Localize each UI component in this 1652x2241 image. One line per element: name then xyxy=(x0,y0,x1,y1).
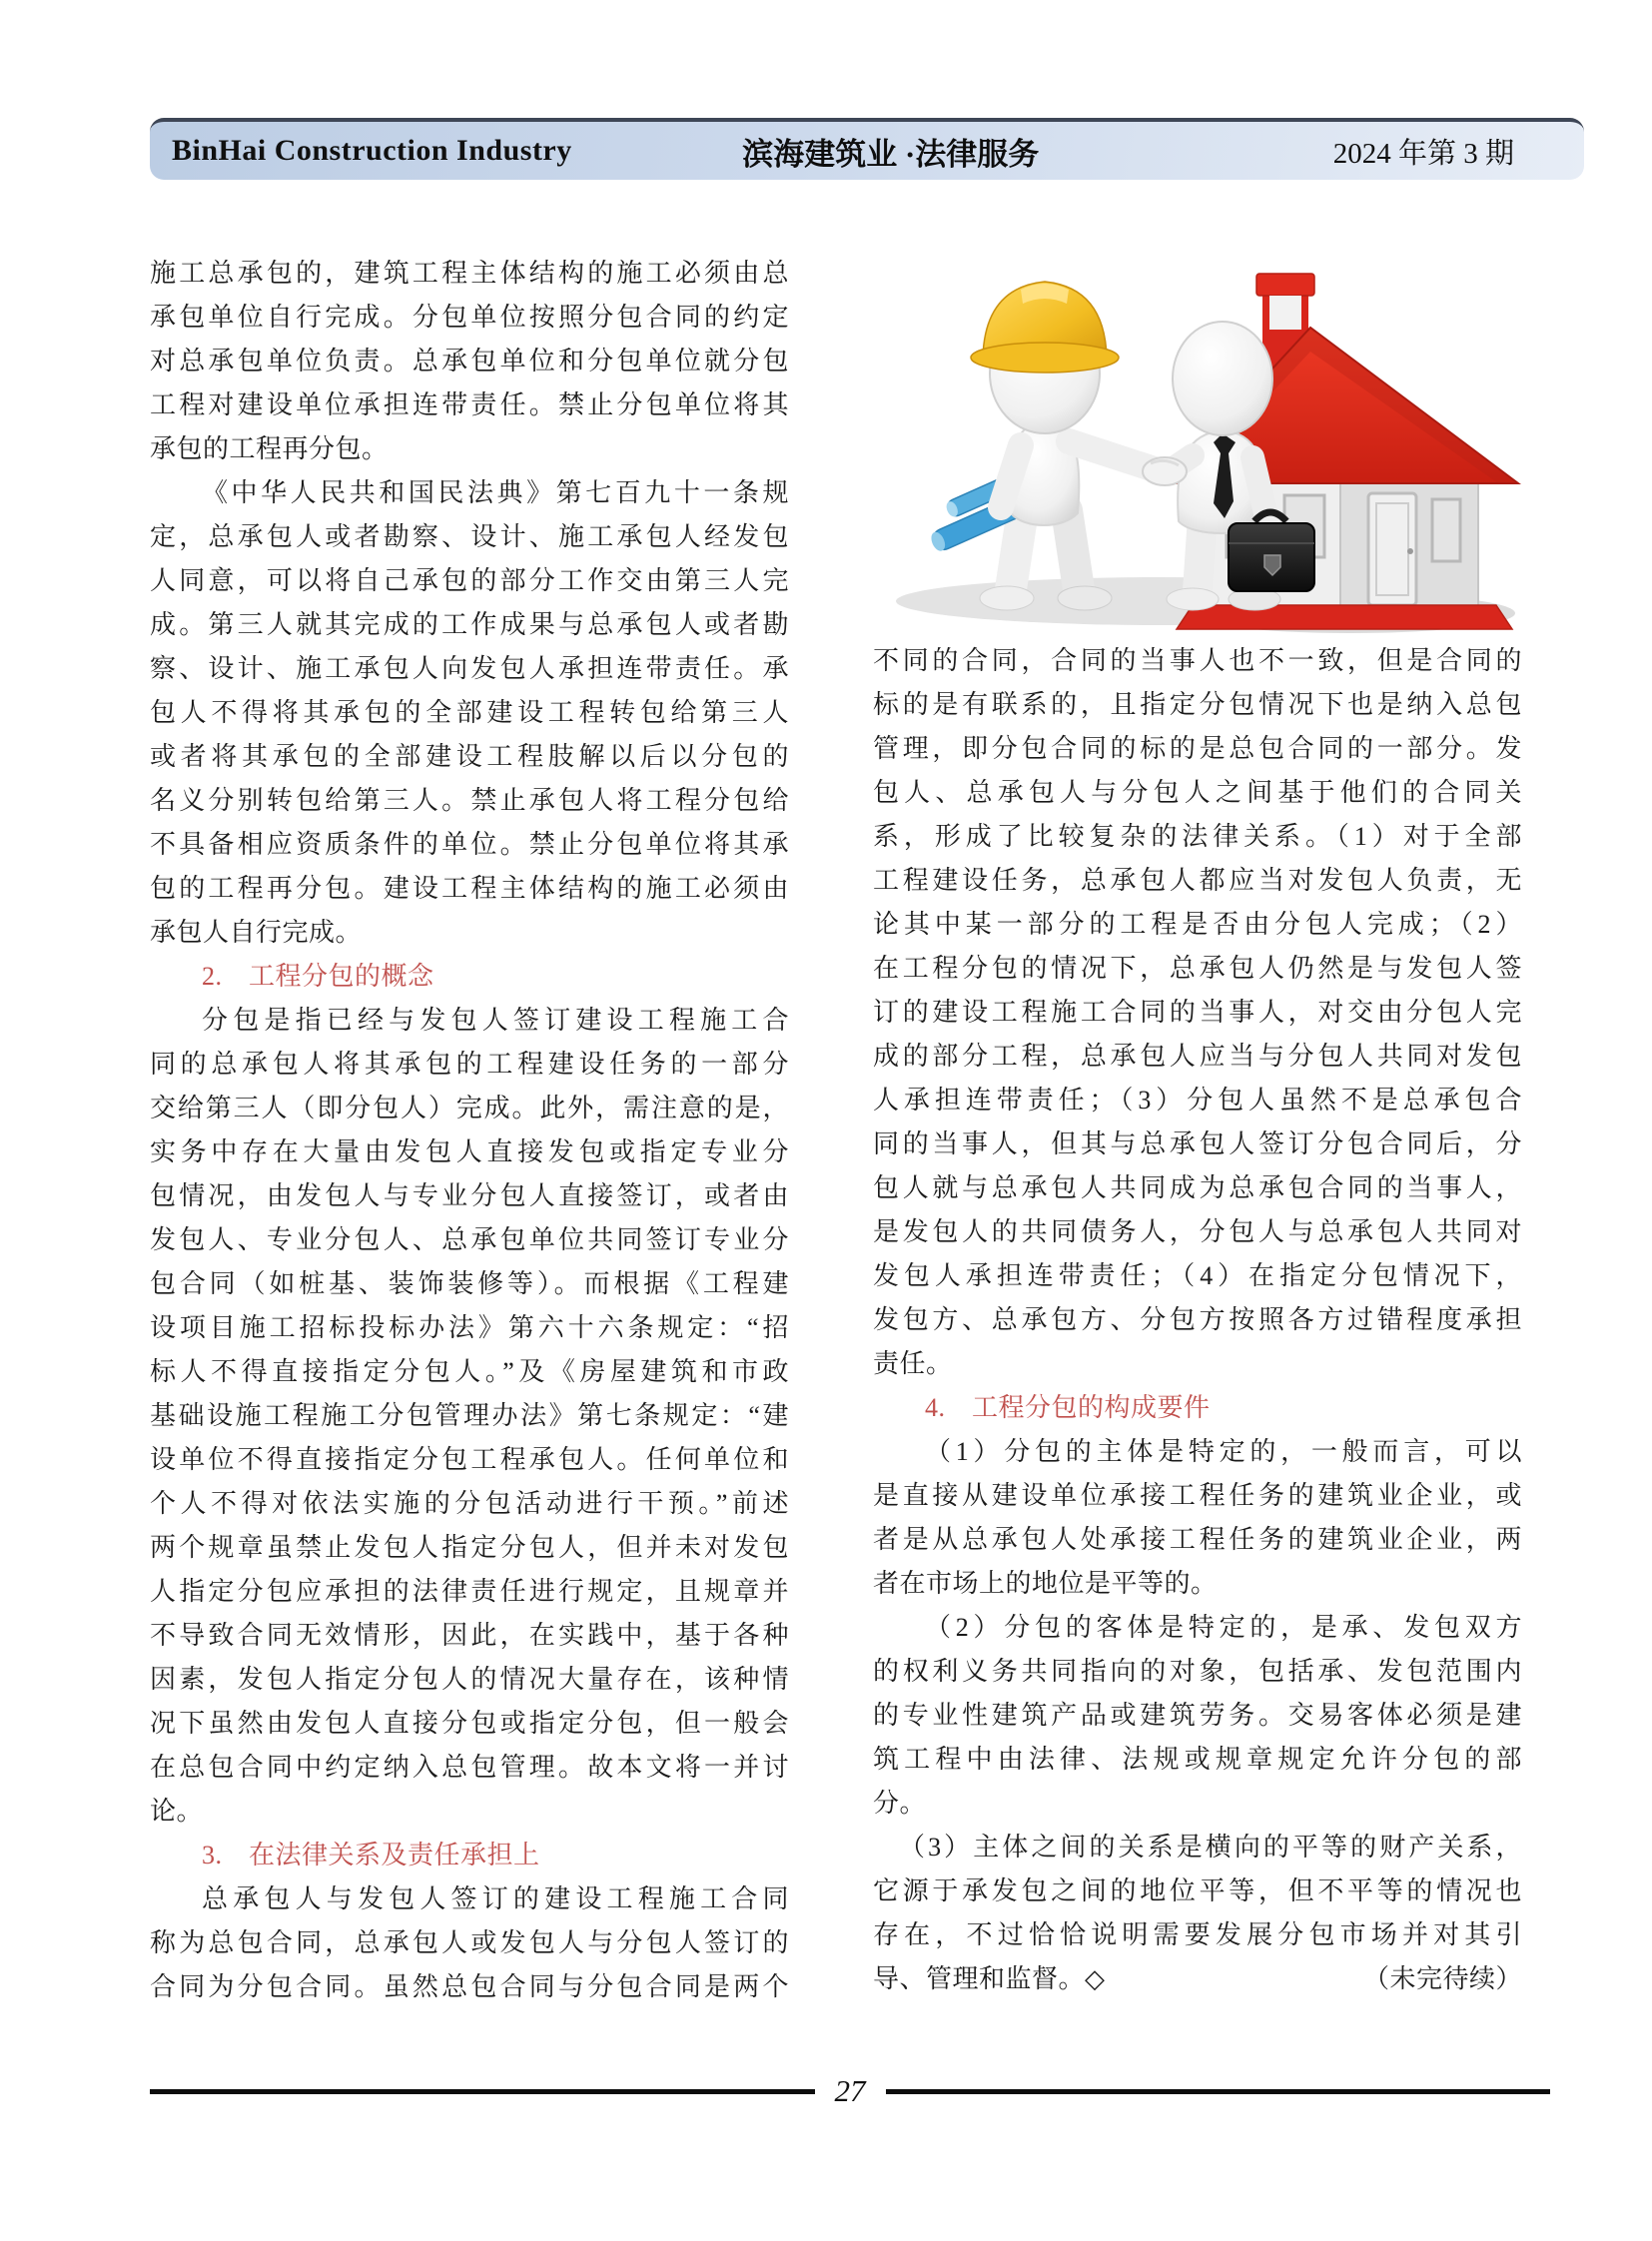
text-line: 施工总承包的，建筑工程主体结构的施工必须由总 xyxy=(150,259,789,288)
text-line-end xyxy=(873,1957,1522,2001)
issue-label: 2024 年第 3 期 xyxy=(1332,137,1514,170)
text-line: 包人就与总承包人共同成为总承包合同的当事人， xyxy=(873,1173,1522,1202)
businessman-foot xyxy=(1167,588,1219,610)
text-line: 承包人自行完成。 xyxy=(150,918,363,947)
text-line: 筑工程中由法律、法规或规章规定允许分包的部 xyxy=(873,1745,1522,1774)
text-line: 包情况，由发包人与专业分包人直接签订，或者由 xyxy=(150,1181,789,1210)
text-line: 定，总承包人或者勘察、设计、施工承包人经发包 xyxy=(150,522,789,551)
text-line: 不具备相应资质条件的单位。禁止分包单位将其承 xyxy=(150,830,789,859)
worker-foot xyxy=(980,586,1034,610)
text-line: （2）分包的客体是特定的，是承、发包双方 xyxy=(925,1613,1522,1642)
text-line: 成的部分工程，总承包人应当与分包人共同对发包 xyxy=(873,1042,1522,1071)
journal-title-chinese: 滨海建筑业 ·法律服务 xyxy=(742,136,1040,172)
text-line: （3）主体之间的关系是横向的平等的财产关系， xyxy=(899,1833,1522,1862)
text-line: 在工程分包的情况下，总承包人仍然是与发包人签 xyxy=(873,954,1522,983)
businessman-head xyxy=(1173,322,1272,435)
text-line: 标人不得直接指定分包人。”及《房屋建筑和市政 xyxy=(150,1357,789,1386)
text-line: 实务中存在大量由发包人直接发包或指定专业分 xyxy=(150,1137,789,1166)
text-line: 系，形成了比较复杂的法律关系。（1）对于全部 xyxy=(873,822,1522,851)
text-line: 设单位不得直接指定分包工程承包人。任何单位和 xyxy=(150,1445,789,1474)
text-line: 4. 工程分包的构成要件 xyxy=(925,1393,1211,1422)
text-line: 不同的合同，合同的当事人也不一致，但是合同的 xyxy=(873,646,1522,675)
article-end-text: 导、管理和监督。◇ xyxy=(873,1964,1106,1993)
text-line: 包合同（如桩基、装饰装修等）。而根据《工程建 xyxy=(150,1269,789,1298)
text-line: 责任。 xyxy=(873,1349,953,1378)
worker-leg xyxy=(1011,510,1023,589)
text-line: 的权利义务共同指向的对象，包括承、发包范围内 xyxy=(873,1657,1522,1686)
window xyxy=(1432,499,1460,561)
text-line: 况下虽然由发包人直接分包或指定分包，但一般会 xyxy=(150,1709,789,1738)
text-line: 人承担连带责任；（3）分包人虽然不是总承包合 xyxy=(873,1086,1522,1115)
text-line: 对总承包单位负责。总承包单位和分包单位就分包 xyxy=(150,347,789,375)
to-be-continued-label: （未完待续） xyxy=(1362,1964,1522,1993)
text-line: 标的是有联系的，且指定分包情况下也是纳入总包 xyxy=(873,690,1522,719)
text-line: 称为总包合同，总承包人或发包人与分包人签订的 xyxy=(150,1928,789,1957)
text-line: 包人不得将其承包的全部建设工程转包给第三人 xyxy=(150,698,789,727)
text-line: 设项目施工招标投标办法》第六十六条规定：“招 xyxy=(150,1313,789,1342)
text-line: 者在市场上的地位是平等的。 xyxy=(873,1569,1218,1598)
column-left xyxy=(150,252,789,2009)
text-line: 因素，发包人指定分包人的情况大量存在，该种情 xyxy=(150,1665,789,1694)
text-line: 管理，即分包合同的标的是总包合同的一部分。发 xyxy=(873,734,1522,763)
text-line: 或者将其承包的全部建设工程肢解以后以分包的 xyxy=(150,742,789,771)
text-line: 察、设计、施工承包人向发包人承担连带责任。承 xyxy=(150,654,789,683)
text-line: 是直接从建设单位承接工程任务的建筑业企业，或 xyxy=(873,1481,1522,1510)
text-line: 个人不得对依法实施的分包活动进行干预。”前述 xyxy=(150,1489,789,1518)
text-line: 两个规章虽禁止发包人指定分包人，但并未对发包 xyxy=(150,1533,789,1562)
text-line: 的专业性建筑产品或建筑劳务。交易客体必须是建 xyxy=(873,1701,1522,1730)
footer xyxy=(150,2069,1550,2113)
page-number: 27 xyxy=(834,2073,866,2108)
text-line: 发包人、专业分包人、总承包单位共同签订专业分 xyxy=(150,1225,789,1254)
text-line: 它源于承发包之间的地位平等，但不平等的情况也 xyxy=(873,1876,1522,1905)
text-line: 者是从总承包人处承接工程任务的建筑业企业，两 xyxy=(873,1525,1522,1554)
column-right xyxy=(873,639,1522,2001)
text-line: 包人、总承包人与分包人之间基于他们的合同关 xyxy=(873,778,1522,807)
worker-leg xyxy=(1067,510,1079,589)
text-line: 2. 工程分包的概念 xyxy=(202,962,434,991)
text-line: 合同为分包合同。虽然总包合同与分包合同是两个 xyxy=(150,1972,789,2001)
text-line: 包的工程再分包。建设工程主体结构的施工必须由 xyxy=(150,874,789,903)
businessman-arm xyxy=(1252,457,1266,517)
journal-title-english: BinHai Construction Industry xyxy=(172,134,572,167)
text-line: 分包是指已经与发包人签订建设工程施工合 xyxy=(202,1006,789,1035)
text-line: 总承包人与发包人签订的建设工程施工合同 xyxy=(202,1884,789,1913)
text-line: 人指定分包应承担的法律责任进行规定，且规章并 xyxy=(150,1577,789,1606)
text-line: 在总包合同中约定纳入总包管理。故本文将一并讨 xyxy=(150,1753,789,1782)
text-line: 不导致合同无效情形，因此，在实践中，基于各种 xyxy=(150,1621,789,1650)
text-line: 存在，不过恰恰说明需要发展分包市场并对其引 xyxy=(873,1920,1522,1949)
text-line: 发包人承担连带责任；（4）在指定分包情况下， xyxy=(873,1261,1522,1290)
door-knob xyxy=(1407,548,1413,554)
text-line: 分。 xyxy=(873,1789,927,1818)
text-line: 名义分别转包给第三人。禁止承包人将工程分包给 xyxy=(150,786,789,815)
footer-rule-right xyxy=(886,2089,1551,2094)
text-line: （1）分包的主体是特定的，一般而言，可以 xyxy=(925,1437,1522,1466)
footer-rule-left xyxy=(150,2089,815,2094)
construction-handshake-illustration xyxy=(871,166,1523,637)
briefcase xyxy=(1229,512,1314,591)
house-base xyxy=(1177,605,1512,629)
text-line: 承包的工程再分包。 xyxy=(150,434,389,463)
hard-hat xyxy=(971,282,1119,373)
text-line: 成。第三人就其完成的工作成果与总承包人或者勘 xyxy=(150,610,789,639)
illustration-svg xyxy=(871,166,1523,637)
text-line: 论。 xyxy=(150,1797,204,1826)
handshake xyxy=(1143,457,1187,485)
text-line: 承包单位自行完成。分包单位按照分包合同的约定 xyxy=(150,303,789,332)
text-line: 论其中某一部分的工程是否由分包人完成；（2） xyxy=(873,910,1522,939)
text-line: 交给第三人（即分包人）完成。此外，需注意的是， xyxy=(150,1094,789,1122)
text-line: 是发包人的共同债务人，分包人与总承包人共同对 xyxy=(873,1217,1522,1246)
text-line: 同的当事人，但其与总承包人签订分包合同后，分 xyxy=(873,1129,1522,1158)
text-line: 同的总承包人将其承包的工程建设任务的一部分 xyxy=(150,1050,789,1079)
text-line: 工程建设任务，总承包人都应当对发包人负责，无 xyxy=(873,866,1522,895)
text-line: 工程对建设单位承担连带责任。禁止分包单位将其 xyxy=(150,390,789,419)
text-line: 3. 在法律关系及责任承担上 xyxy=(202,1841,540,1869)
column-right-lines xyxy=(873,639,1522,1957)
construction-worker-figure xyxy=(920,282,1161,610)
text-line: 发包方、总承包方、分包方按照各方过错程度承担 xyxy=(873,1305,1522,1334)
worker-foot xyxy=(1058,586,1112,610)
text-line: 人同意，可以将自己承包的部分工作交由第三人完 xyxy=(150,566,789,595)
text-line: 订的建设工程施工合同的当事人，对交由分包人完 xyxy=(873,998,1522,1027)
text-line: 基础设施工程施工分包管理办法》第七条规定：“建 xyxy=(150,1401,789,1430)
text-line: 《中华人民共和国民法典》第七百九十一条规 xyxy=(202,478,789,507)
